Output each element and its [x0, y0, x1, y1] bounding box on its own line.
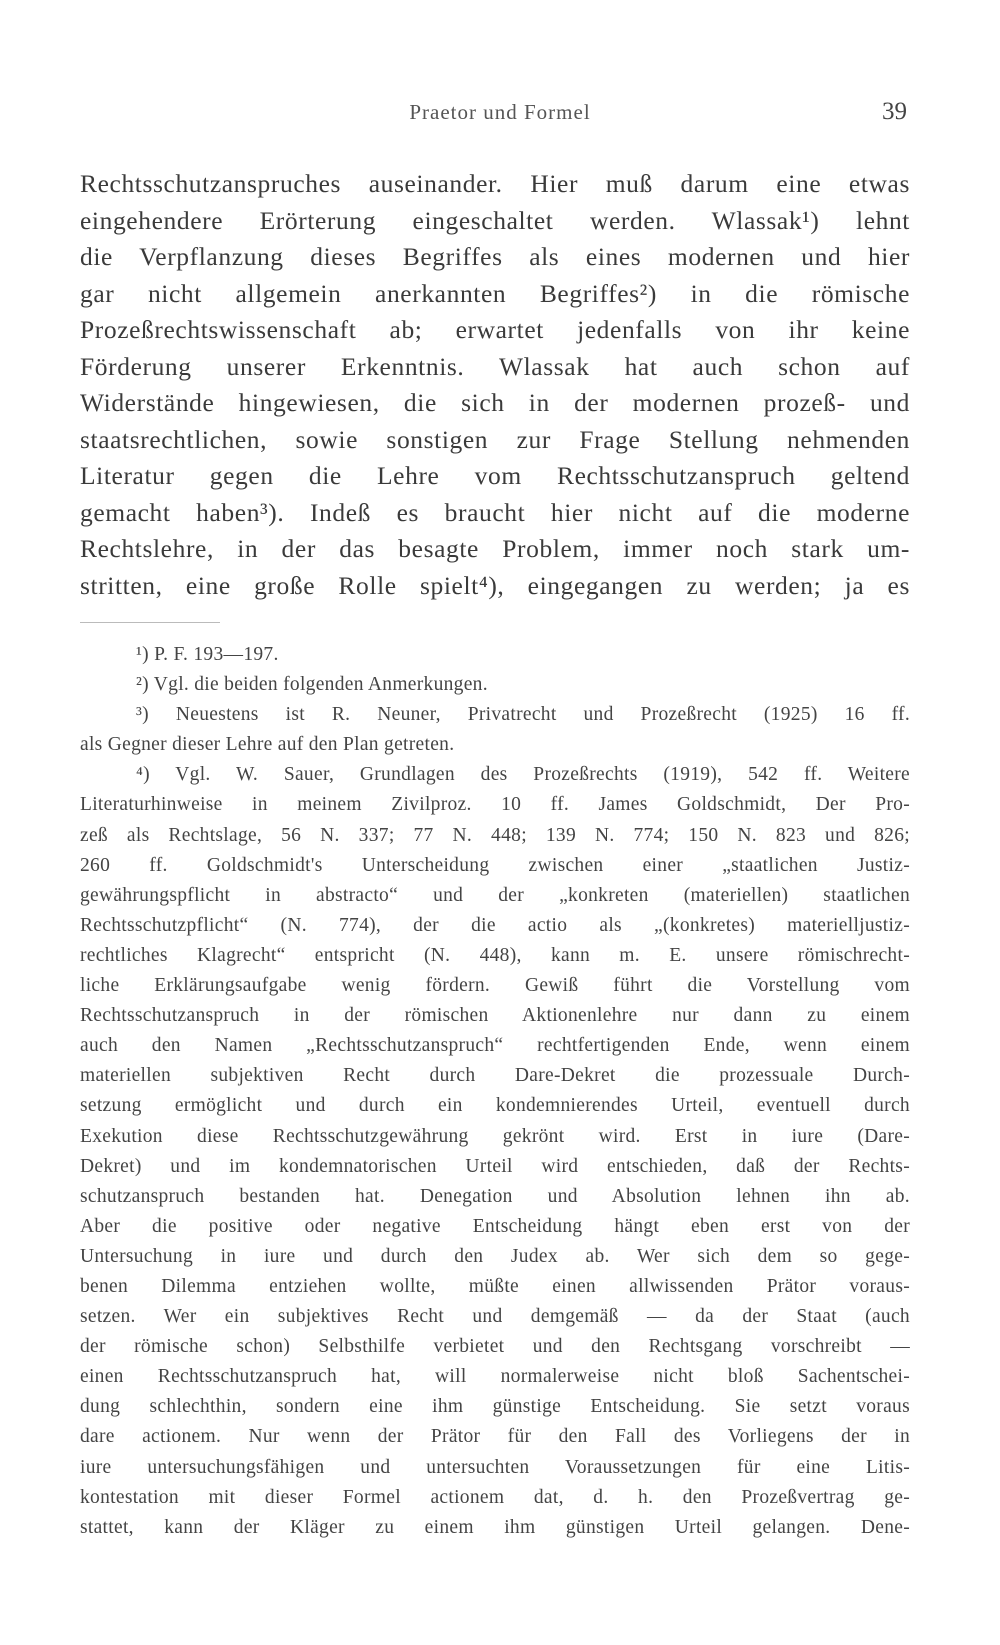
footnote-separator	[80, 622, 220, 623]
footnote-line: auch den Namen „Rechtsschutzanspruch“ rechtfertigenden Ende, wenn einem	[80, 1035, 910, 1057]
footnote-line: materiellen subjektiven Recht durch Dare-Dekret die prozessuale Durch-	[80, 1065, 910, 1087]
body-text-line: die Verpflanzung dieses Begriffes als eines modernen und hier	[80, 242, 910, 271]
footnote-line: dare actionem. Nur wenn der Prätor für den Fall des Vorliegens der in	[80, 1426, 910, 1448]
body-text-line: eingehendere Erörterung eingeschaltet werden. Wlassak¹) lehnt	[80, 205, 910, 235]
footnote-line: als Gegner dieser Lehre auf den Plan getreten.	[80, 734, 455, 756]
body-text-line: Widerstände hingewiesen, die sich in der modernen prozeß- und	[80, 388, 910, 417]
footnote-line: gewährungspflicht in abstracto“ und der „konkreten (materiellen) staatlichen	[80, 884, 910, 906]
footnote-line: Rechtsschutzpflicht“ (N. 774), der die actio als „(konkretes) materielljustiz-	[80, 914, 910, 936]
footnote-line: Dekret) und im kondemnatorischen Urteil wird entschieden, daß der Rechts-	[80, 1155, 910, 1177]
footnote-line: Aber die positive oder negative Entscheidung hängt eben erst von der	[80, 1215, 910, 1237]
footnote-line: liche Erklärungsaufgabe wenig fördern. Gewiß führt die Vorstellung vom	[80, 975, 910, 997]
footnote-line: ³) Neuestens ist R. Neuner, Privatrecht und Prozeßrecht (1925) 16 ff.	[136, 704, 910, 726]
footnote-line: setzen. Wer ein subjektives Recht und demgemäß — da der Staat (auch	[80, 1306, 910, 1328]
footnote-line: ⁴) Vgl. W. Sauer, Grundlagen des Prozeßrechts (1919), 542 ff. Weitere	[136, 764, 910, 786]
body-text-line: Literatur gegen die Lehre vom Rechtsschutzanspruch geltend	[80, 461, 910, 490]
footnote-line: stattet, kann der Kläger zu einem ihm günstigen Urteil gelangen. Dene-	[80, 1516, 910, 1538]
page-number: 39	[882, 98, 907, 125]
footnote-line: dung schlechthin, sondern eine ihm günstige Entscheidung. Sie setzt voraus	[80, 1396, 910, 1418]
footnote-line: schutzanspruch bestanden hat. Denegation und Absolution lehnen ihn ab.	[80, 1185, 910, 1207]
body-text-line: stritten, eine große Rolle spielt⁴), eingegangen zu werden; ja es	[80, 570, 910, 600]
footnote-line: Exekution diese Rechtsschutzgewährung gekrönt wird. Erst in iure (Dare-	[80, 1125, 910, 1147]
footnote-line: iure untersuchungsfähigen und untersuchten Voraussetzungen für eine Litis-	[80, 1456, 910, 1478]
main-text	[80, 166, 910, 604]
footnote-line: Rechtsschutzanspruch in der römischen Aktionenlehre nur dann zu einem	[80, 1005, 910, 1027]
footnote-line: Untersuchung in iure und durch den Judex ab. Wer sich dem so gege-	[80, 1245, 910, 1267]
body-text-line: staatsrechtlichen, sowie sonstigen zur Frage Stellung nehmenden	[80, 424, 910, 454]
running-header-title: Praetor und Formel	[409, 100, 591, 124]
footnote-line: kontestation mit dieser Formel actionem dat, d. h. den Prozeßvertrag ge-	[80, 1486, 910, 1508]
footnote-line: ²) Vgl. die beiden folgenden Anmerkungen.	[136, 674, 488, 696]
footnote-line: rechtliches Klagrecht“ entspricht (N. 448), kann m. E. unsere römischrecht-	[80, 944, 910, 966]
footnote-line: der römische schon) Selbsthilfe verbietet und den Rechtsgang vorschreibt —	[80, 1336, 910, 1358]
footnote-line: 260 ff. Goldschmidt's Unterscheidung zwischen einer „staatlichen Justiz-	[80, 854, 910, 876]
footnote-line: ¹) P. F. 193—197.	[136, 644, 279, 665]
footnote-line: setzung ermöglicht und durch ein kondemnierendes Urteil, eventuell durch	[80, 1095, 910, 1117]
body-text-line: Rechtslehre, in der das besagte Problem, immer noch stark um-	[80, 534, 910, 563]
footnotes	[80, 640, 910, 1543]
body-text-line: gar nicht allgemein anerkannten Begriffes²) in die römische	[80, 278, 910, 308]
body-text-line: Förderung unserer Erkenntnis. Wlassak hat auch schon auf	[80, 351, 910, 381]
footnote-line: einen Rechtsschutzanspruch hat, will normalerweise nicht bloß Sachentschei-	[80, 1366, 910, 1388]
body-text-line: gemacht haben³). Indeß es braucht hier nicht auf die moderne	[80, 497, 910, 527]
body-text-line: Rechtsschutzanspruches auseinander. Hier muß darum eine etwas	[80, 169, 910, 198]
footnote-line: benen Dilemma entziehen wollte, müßte einen allwissenden Prätor voraus-	[80, 1275, 910, 1297]
footnote-line: zeß als Rechtslage, 56 N. 337; 77 N. 448; 139 N. 774; 150 N. 823 und 826;	[80, 824, 910, 846]
body-text-line: Prozeßrechtswissenschaft ab; erwartet jedenfalls von ihr keine	[80, 315, 910, 344]
footnote-line: Literaturhinweise in meinem Zivilproz. 10 ff. James Goldschmidt, Der Pro-	[80, 794, 910, 816]
